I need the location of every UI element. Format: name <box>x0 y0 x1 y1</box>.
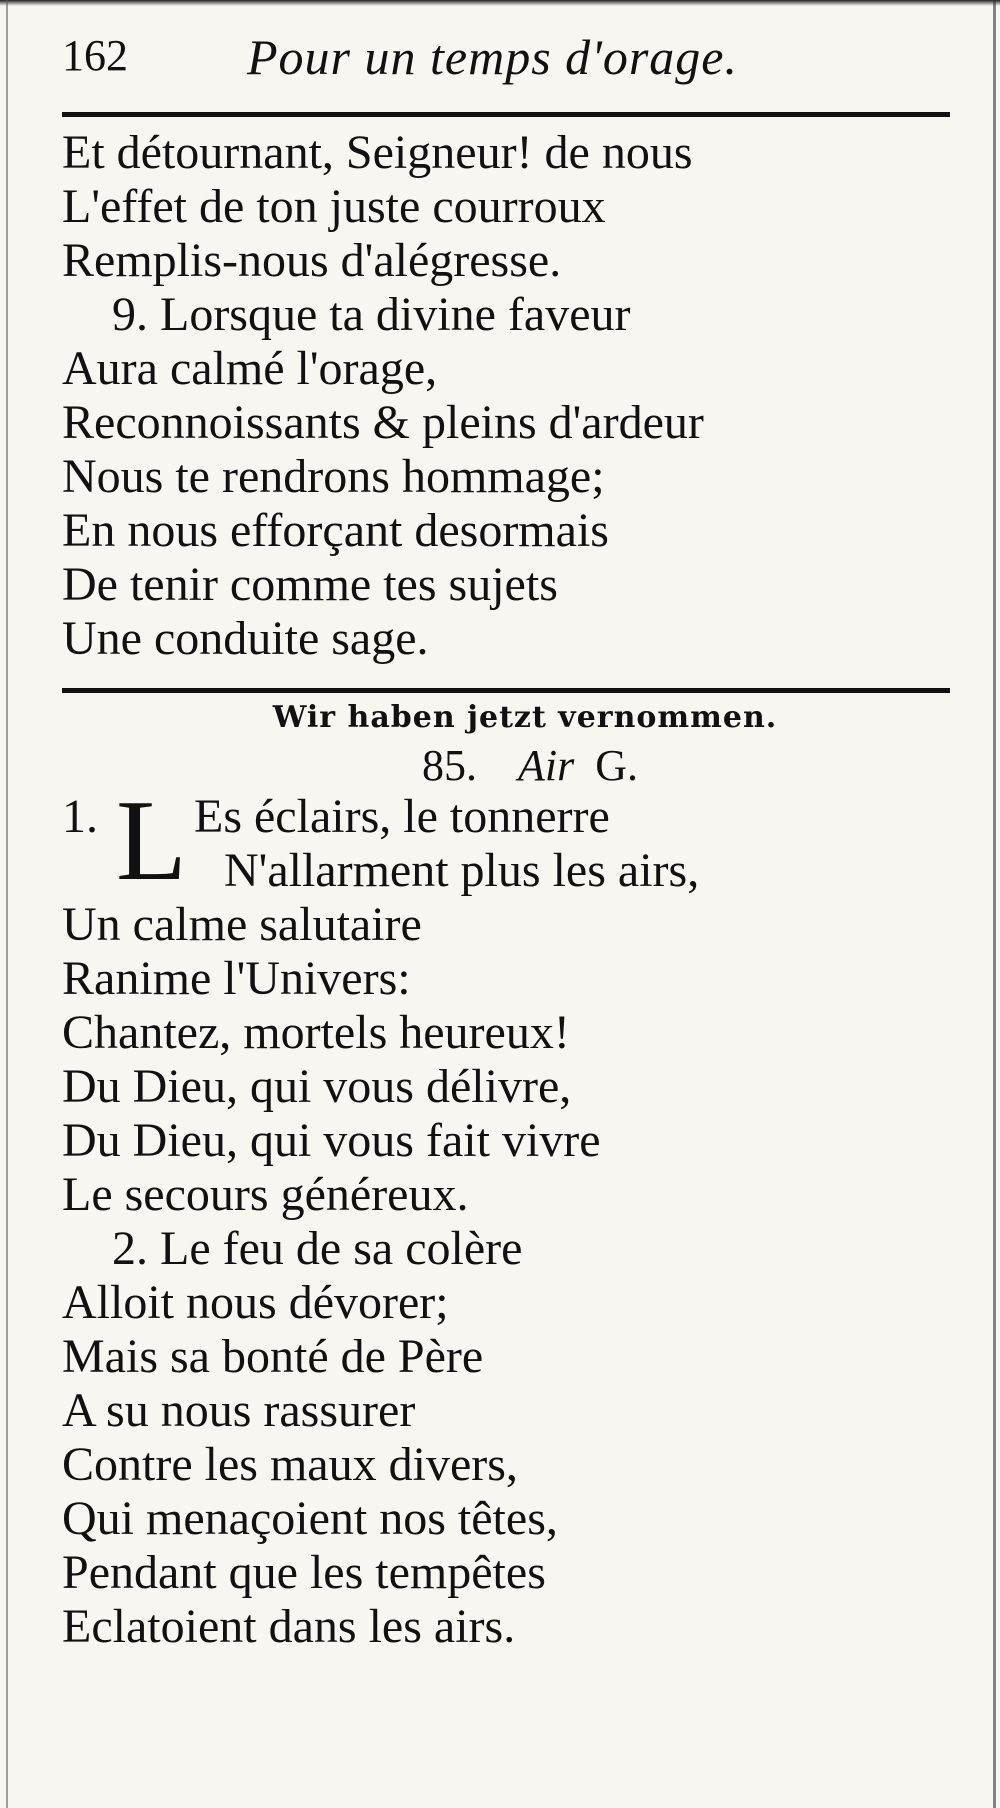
verse-line: Contre les maux divers, <box>62 1438 518 1491</box>
section-rule <box>62 688 950 693</box>
german-tune-title: Wir haben jetzt vernommen. <box>272 700 778 735</box>
hymn-85-body <box>62 898 962 1654</box>
verse-line: Et détournant, Seigneur! de nous <box>62 126 693 179</box>
air-label: Air <box>517 741 575 790</box>
verse-line: Nous te rendrons hommage; <box>62 450 605 503</box>
verse-line: Un calme salutaire <box>62 898 422 951</box>
page-header <box>62 20 942 90</box>
page-number: 162 <box>62 31 128 80</box>
verse-line: Mais sa bonté de Père <box>62 1330 484 1383</box>
page-right-edge <box>993 0 996 1808</box>
verse-1-opening <box>62 777 962 905</box>
verse-line: N'allarment plus les airs, <box>224 844 700 897</box>
verse-line: Chantez, mortels heureux! <box>62 1006 570 1059</box>
verse-number: 1. <box>62 790 98 843</box>
verse-line: Pendant que les tempêtes <box>62 1546 546 1599</box>
page-left-edge <box>6 0 8 1808</box>
verse-line: Le secours généreux. <box>62 1168 469 1221</box>
verse-2-first-line: 2. Le feu de sa colère <box>112 1222 523 1275</box>
page-top-edge <box>0 0 1000 6</box>
verse-line: A su nous rassurer <box>62 1384 416 1437</box>
drop-cap: L <box>116 777 187 905</box>
verse-line: Du Dieu, qui vous délivre, <box>62 1060 572 1113</box>
verse-line: Une conduite sage. <box>62 612 429 665</box>
verse-line: Reconnoissants & pleins d'ardeur <box>62 396 704 449</box>
running-title: Pour un temps d'orage. <box>247 29 738 85</box>
verse-line: Remplis-nous d'alégresse. <box>62 234 562 287</box>
hymn-84-continuation <box>62 126 962 666</box>
stanza-9-first-line: 9. Lorsque ta divine faveur <box>112 288 631 341</box>
hymn-number: 85. <box>421 741 477 790</box>
verse-line: Aura calmé l'orage, <box>62 342 438 395</box>
verse-line: Du Dieu, qui vous fait vivre <box>62 1114 601 1167</box>
verse-line: Es éclairs, le tonnerre <box>194 790 610 843</box>
air-key: G. <box>595 741 638 790</box>
verse-line: Eclatoient dans les airs. <box>62 1600 516 1653</box>
verse-line: L'effet de ton juste courroux <box>62 180 606 233</box>
verse-line: Alloit nous dévorer; <box>62 1276 449 1329</box>
verse-line: Qui menaçoient nos têtes, <box>62 1492 558 1545</box>
verse-line: Ranime l'Univers: <box>62 952 411 1005</box>
verse-line: En nous efforçant desormais <box>62 504 609 557</box>
verse-line: De tenir comme tes sujets <box>62 558 558 611</box>
header-rule <box>62 112 950 117</box>
